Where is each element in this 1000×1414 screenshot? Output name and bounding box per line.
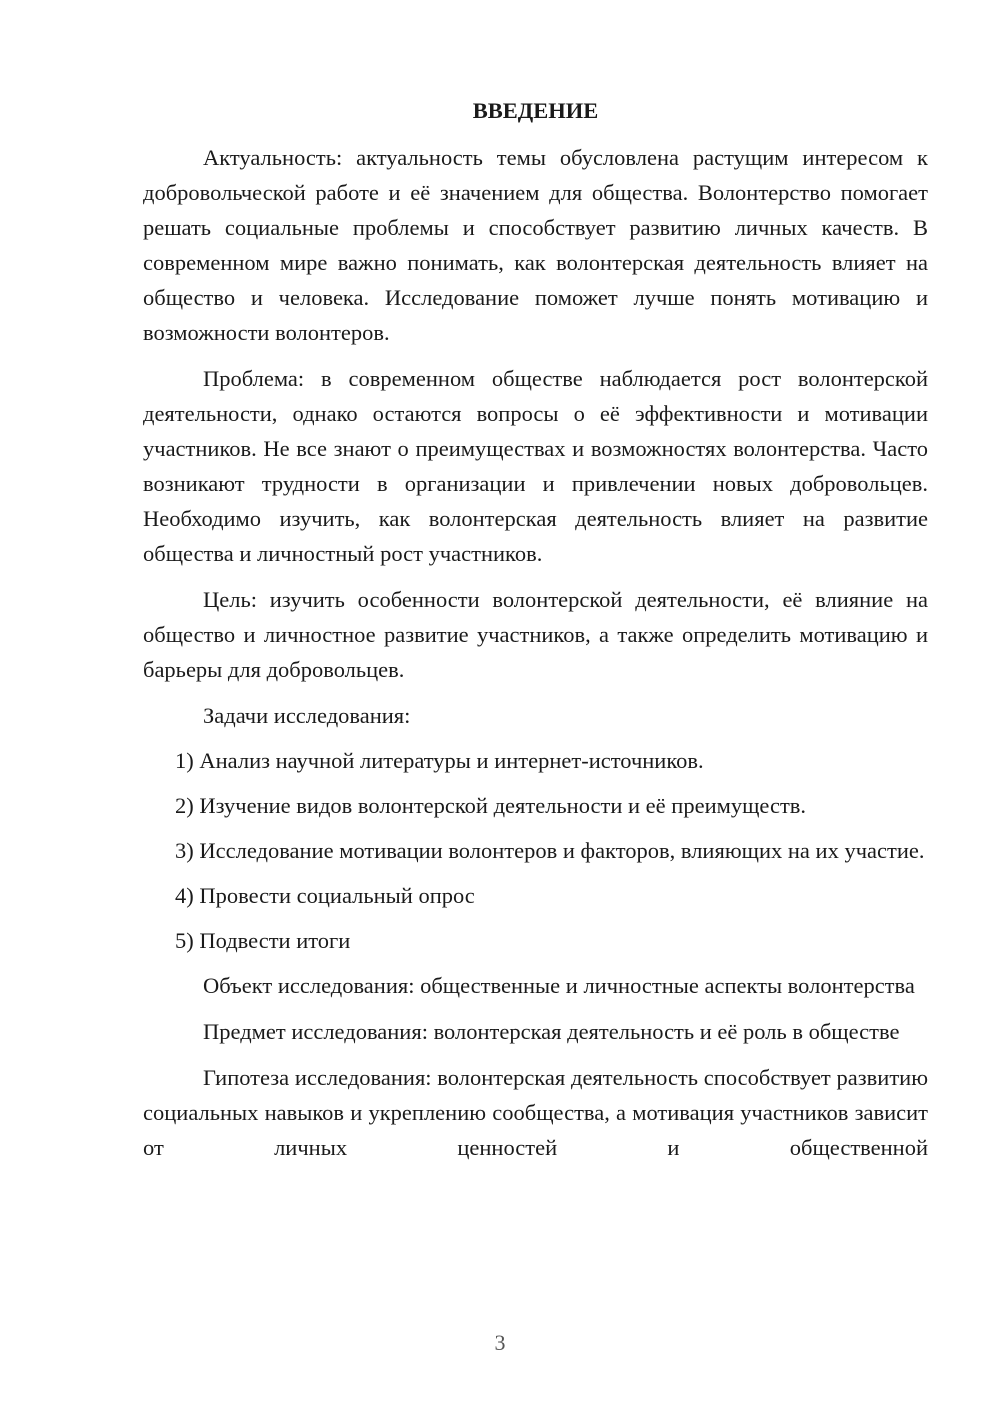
paragraph-relevance: Актуальность: актуальность темы обусловлена растущим интересом к добровольческой работе и её значением для общества. Волонтерство помогает решать социальные проблемы и способствует развитию личных качеств. В современном мире важно понимать, как волонтерская деятельность влияет на общество и человека. Исследование поможет лучше понять мотивацию и возможности волонтеров. xyxy=(143,145,928,345)
paragraph-problem: Проблема: в современном обществе наблюдается рост волонтерской деятельности, однако остаются вопросы о её эффективности и мотивации участников. Не все знают о преимуществах и возможностях волонтерства. Часто возникают трудности в организации и привлечении новых добровольцев. Необходимо изучить, как волонтерская деятельность влияет на развитие общества и личностный рост участников. xyxy=(143,366,928,566)
task-item-1: 1) Анализ научной литературы и интернет-источников. xyxy=(175,748,704,773)
page-number: 3 xyxy=(494,1330,506,1355)
task-item-4: 4) Провести социальный опрос xyxy=(175,883,475,908)
task-item-3: 3) Исследование мотивации волонтеров и факторов, влияющих на их участие. xyxy=(175,838,925,863)
task-item-5: 5) Подвести итоги xyxy=(175,928,351,953)
tasks-heading: Задачи исследования: xyxy=(203,703,411,728)
task-item-2: 2) Изучение видов волонтерской деятельности и её преимуществ. xyxy=(175,793,807,818)
document-page xyxy=(143,93,928,1165)
paragraph-hypothesis: Гипотеза исследования: волонтерская деятельность способствует развитию социальных навыков и укреплению сообщества, а мотивация участников зависит от личных ценностей и общественной xyxy=(143,1065,928,1160)
paragraph-subject: Предмет исследования: волонтерская деятельность и её роль в обществе xyxy=(203,1019,900,1044)
section-title: ВВЕДЕНИЕ xyxy=(472,98,599,123)
paragraph-goal: Цель: изучить особенности волонтерской деятельности, её влияние на общество и личностное развитие участников, а также определить мотивацию и барьеры для добровольцев. xyxy=(143,587,928,682)
paragraph-object: Объект исследования: общественные и личностные аспекты волонтерства xyxy=(203,973,915,998)
